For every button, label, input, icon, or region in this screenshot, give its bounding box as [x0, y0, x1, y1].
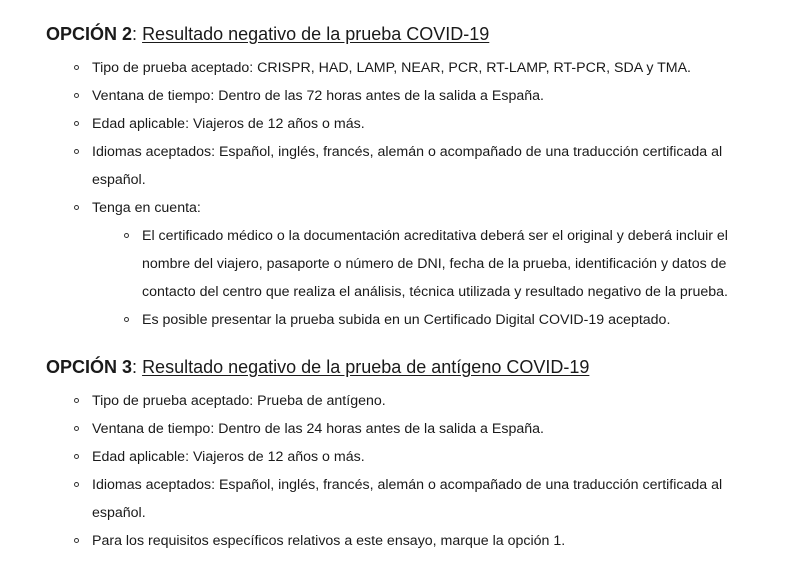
option-3-separator: :	[132, 357, 138, 377]
list-item	[74, 443, 770, 471]
option-3-label: OPCIÓN 3	[46, 357, 133, 377]
option-3-title: Resultado negativo de la prueba de antígeno COVID-19	[142, 357, 590, 377]
list-item-text: Ventana de tiempo: Dentro de las 72 horas antes de la salida a España.	[92, 88, 544, 104]
list-item	[74, 138, 770, 194]
list-item-text: Tipo de prueba aceptado: Prueba de antígeno.	[92, 393, 386, 409]
sub-list-item-text: El certificado médico o la documentación acreditativa deberá ser el original y deberá incluir el nombre del viajero, pasaporte o número de DNI, fecha de la prueba, identificación y datos de contacto del centro que realiza el análisis, técnica utilizada y resultado negativo de la prueba.	[142, 228, 728, 300]
option-2-list	[74, 54, 770, 334]
note-sublist	[124, 222, 770, 334]
list-item	[74, 471, 770, 527]
list-item-text: Edad aplicable: Viajeros de 12 años o más.	[92, 449, 365, 465]
list-item-text: Edad aplicable: Viajeros de 12 años o más.	[92, 116, 365, 132]
list-item	[74, 82, 770, 110]
circle-bullet-icon	[74, 538, 79, 543]
option-2-section	[46, 22, 770, 334]
list-item	[74, 110, 770, 138]
list-item	[74, 194, 770, 334]
option-3-section	[46, 355, 770, 555]
list-item-text: Tipo de prueba aceptado: CRISPR, HAD, LAMP, NEAR, PCR, RT-LAMP, RT-PCR, SDA y TMA.	[92, 60, 691, 76]
circle-bullet-icon	[74, 93, 79, 98]
sub-list-item-text: Es posible presentar la prueba subida en un Certificado Digital COVID-19 aceptado.	[142, 312, 671, 328]
circle-bullet-icon	[74, 65, 79, 70]
list-item	[74, 54, 770, 82]
option-3-heading	[46, 355, 770, 379]
option-2-title: Resultado negativo de la prueba COVID-19	[142, 24, 490, 44]
circle-bullet-icon	[74, 121, 79, 126]
list-item	[74, 527, 770, 555]
circle-bullet-icon	[124, 233, 129, 238]
option-2-heading	[46, 22, 770, 46]
list-item-text: Idiomas aceptados: Español, inglés, francés, alemán o acompañado de una traducción certificada al español.	[92, 144, 723, 188]
option-2-label: OPCIÓN 2	[46, 24, 133, 44]
option-2-separator: :	[132, 24, 138, 44]
circle-bullet-icon	[74, 205, 79, 210]
list-item	[74, 387, 770, 415]
circle-bullet-icon	[124, 317, 129, 322]
list-item-text: Ventana de tiempo: Dentro de las 24 horas antes de la salida a España.	[92, 421, 544, 437]
list-item	[74, 415, 770, 443]
circle-bullet-icon	[74, 454, 79, 459]
list-item-text: Para los requisitos específicos relativos a este ensayo, marque la opción 1.	[92, 533, 566, 549]
circle-bullet-icon	[74, 482, 79, 487]
sub-list-item	[124, 222, 770, 306]
sub-list-item	[124, 306, 770, 334]
circle-bullet-icon	[74, 149, 79, 154]
circle-bullet-icon	[74, 398, 79, 403]
option-3-list	[74, 387, 770, 555]
list-item-text: Idiomas aceptados: Español, inglés, francés, alemán o acompañado de una traducción certificada al español.	[92, 477, 723, 521]
circle-bullet-icon	[74, 426, 79, 431]
list-item-text: Tenga en cuenta:	[92, 200, 201, 216]
